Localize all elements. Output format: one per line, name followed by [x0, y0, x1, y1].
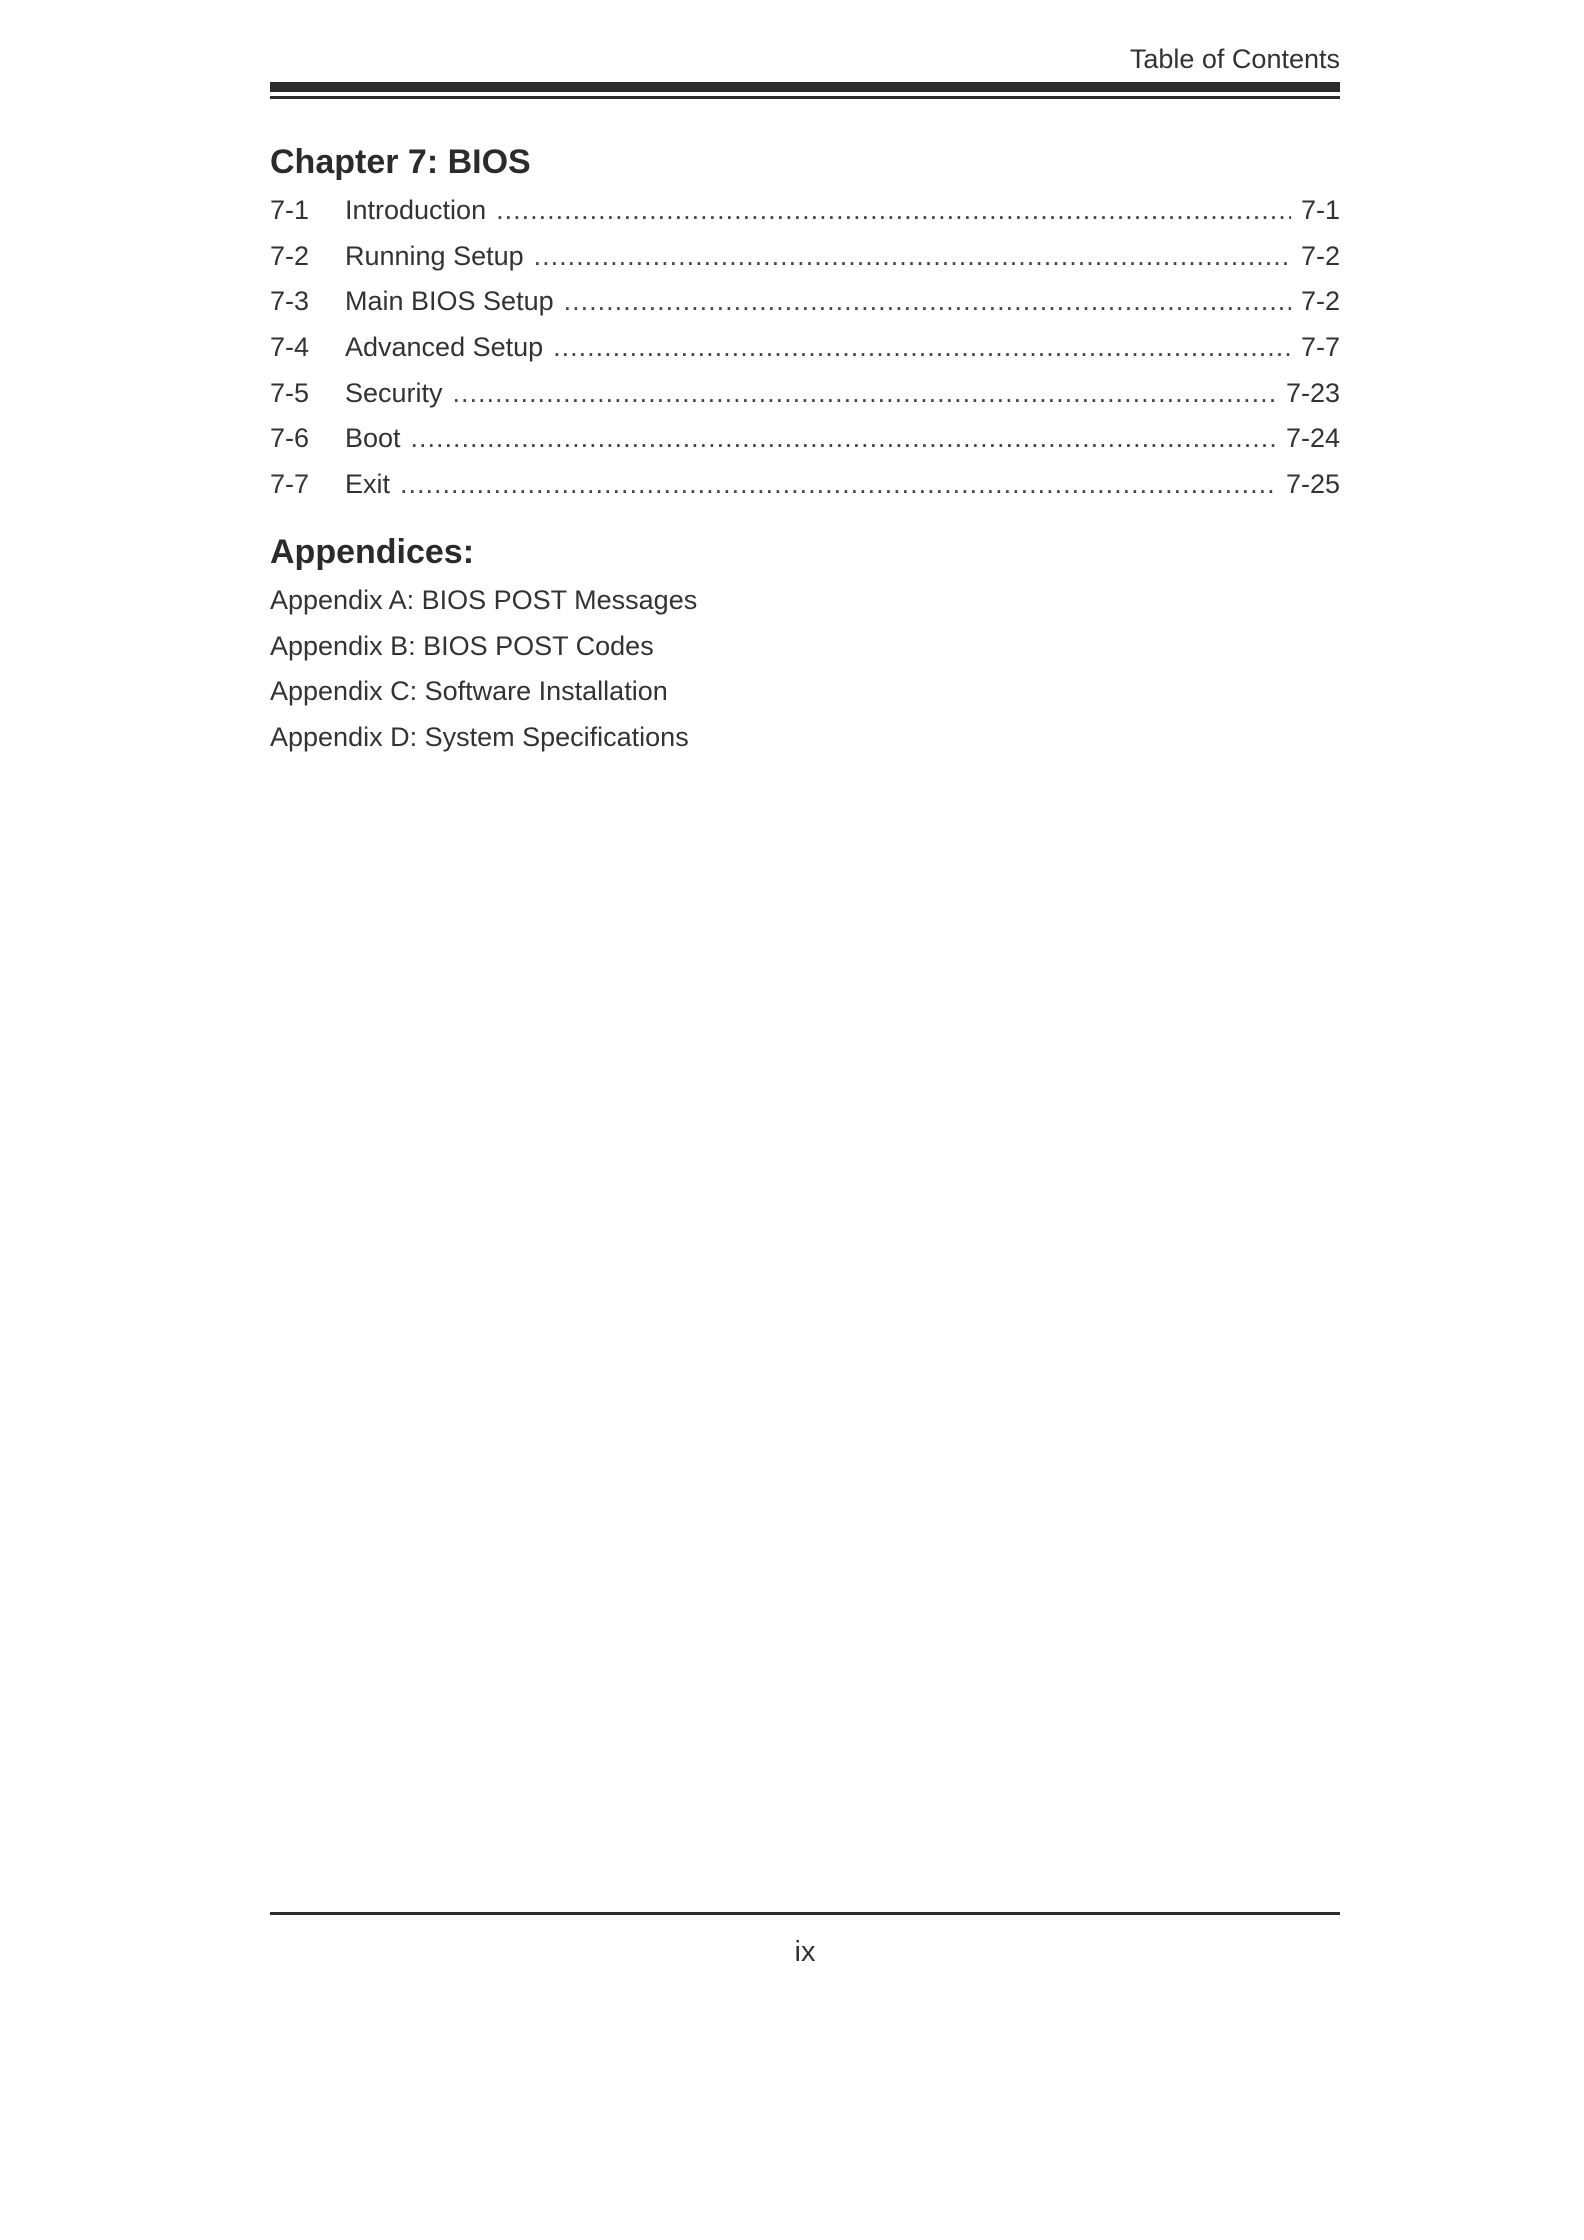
- footer-rule: [270, 1912, 1340, 1915]
- appendix-list: [270, 580, 697, 763]
- appendices-title: Appendices:: [270, 533, 475, 571]
- toc-entry-number: 7-6: [270, 423, 310, 454]
- toc-entry-title: Main BIOS Setup: [345, 286, 554, 317]
- toc-entry-title: Introduction: [345, 195, 487, 225]
- dot-leader: [400, 464, 1276, 504]
- appendix-item[interactable]: Appendix B: BIOS POST Codes: [270, 630, 654, 661]
- toc-entry-title: Boot: [345, 423, 401, 454]
- toc-entry[interactable]: [270, 190, 1340, 236]
- page-number: ix: [794, 1936, 816, 1968]
- toc-entry-number: 7-3: [270, 286, 310, 317]
- toc-entry-number: 7-4: [270, 332, 310, 363]
- toc-entry-page: 7-2: [1300, 240, 1340, 271]
- toc-entry[interactable]: [270, 464, 1340, 510]
- dot-leader: [496, 190, 1291, 230]
- toc-entry-title: Exit: [345, 469, 391, 500]
- toc-entry-title: Running Setup: [345, 240, 524, 271]
- toc-entry-page: 7-25: [1285, 469, 1340, 500]
- toc-entry-page: 7-1: [1300, 195, 1340, 225]
- toc-entry-page: 7-7: [1300, 332, 1340, 363]
- toc-entry[interactable]: [270, 281, 1340, 327]
- toc-entry[interactable]: [270, 236, 1340, 282]
- running-header-title: Table of Contents: [1129, 44, 1340, 74]
- toc-entry-number: 7-5: [270, 377, 310, 408]
- header-rule-thick: [270, 82, 1340, 92]
- toc-entry-page: 7-24: [1285, 423, 1340, 454]
- appendix-item[interactable]: Appendix D: System Specifications: [270, 722, 689, 753]
- toc-entry-number: 7-1: [270, 195, 310, 225]
- dot-leader: [564, 281, 1291, 321]
- toc-entry-title: Security: [345, 377, 443, 408]
- toc-entry-title: Advanced Setup: [345, 332, 544, 363]
- header-rule-thin: [270, 96, 1340, 99]
- dot-leader: [534, 236, 1291, 276]
- toc-entry[interactable]: [270, 373, 1340, 419]
- dot-leader: [553, 327, 1291, 367]
- dot-leader: [453, 373, 1276, 413]
- toc-entry-page: 7-23: [1285, 377, 1340, 408]
- toc-entry-number: 7-2: [270, 240, 310, 271]
- dot-leader: [411, 418, 1276, 458]
- chapter-title: Chapter 7: BIOS: [270, 143, 531, 181]
- toc-entry-number: 7-7: [270, 469, 310, 500]
- toc-list: [270, 190, 1340, 510]
- toc-entry-page: 7-2: [1300, 286, 1340, 317]
- toc-entry[interactable]: [270, 418, 1340, 464]
- appendix-item[interactable]: Appendix C: Software Installation: [270, 676, 668, 707]
- appendix-item[interactable]: Appendix A: BIOS POST Messages: [270, 585, 698, 615]
- toc-entry[interactable]: [270, 327, 1340, 373]
